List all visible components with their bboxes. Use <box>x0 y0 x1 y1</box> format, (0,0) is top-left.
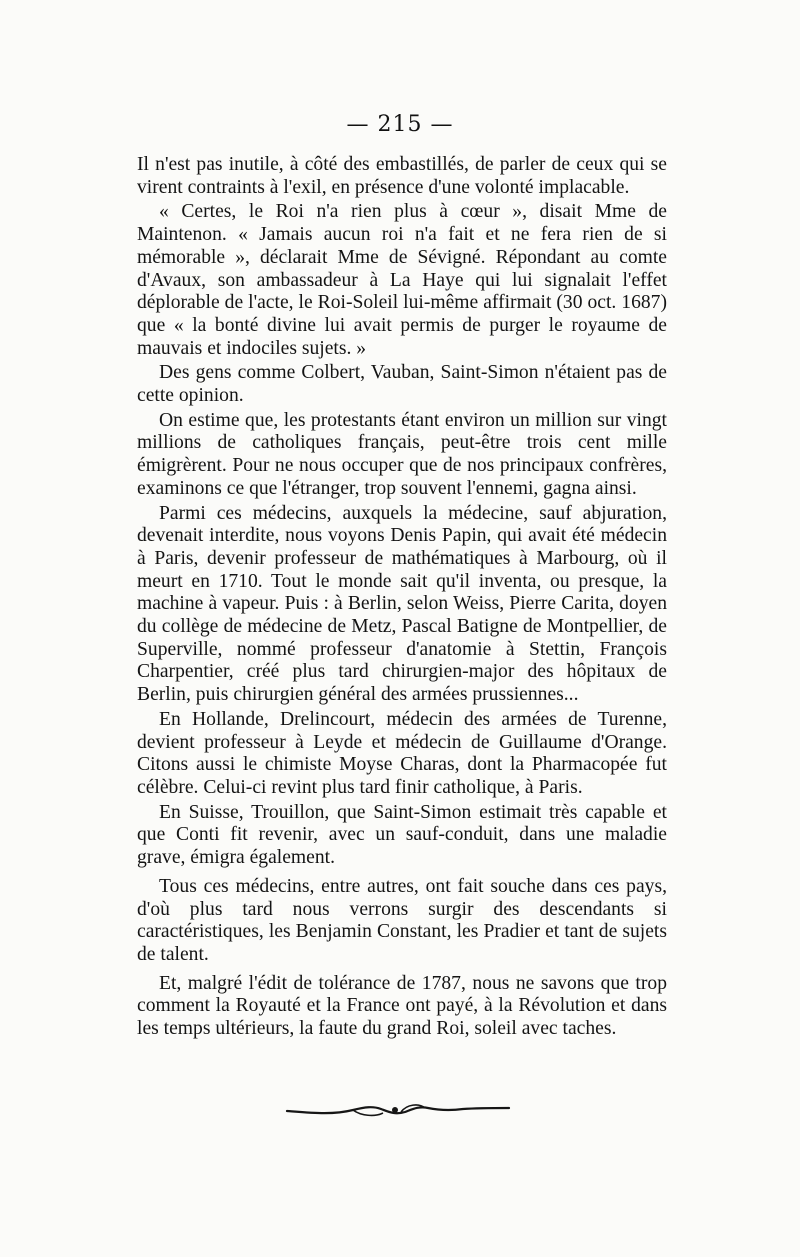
paragraph-quotes: « Certes, le Roi n'a rien plus à cœur », disait Mme de Maintenon. « Jamais aucun roi n'a fait et ne fera rien de si mémorable », déclarait Mme de Sévigné. Répondant au comte d'Avaux, son ambassadeur à La Haye qui lui signalait l'effet déplorable de l'acte, le Roi-Soleil lui-même affirmait (30 oct. 1687) que « la bonté divine lui avait permis de purger le royaume de mauvais et indociles sujets. » <box>137 201 667 359</box>
body-text <box>137 154 667 1041</box>
paragraph-physicians: Parmi ces médecins, auxquels la médecine, sauf abjuration, devenait interdite, nous voyons Denis Papin, qui avait été médecin à Paris, devenir professeur de mathématiques à Marbourg, où il meurt en 1710. Tout le monde sait qu'il inventa, ou presque, la machine à vapeur. Puis : à Berlin, selon Weiss, Pierre Carita, doyen du collège de médecine de Metz, Pascal Batigne de Montpellier, de Superville, nommé professeur d'anatomie à Stettin, François Charpentier, créé plus tard chirurgien-major des hôpitaux de Berlin, puis chirurgien général des armées prussiennes... <box>137 502 667 706</box>
paragraph-exile-intro: Il n'est pas inutile, à côté des embastillés, de parler de ceux qui se virent contraints à l'exil, en présence d'une volonté implacable. <box>137 154 667 198</box>
paragraph-estimate: On estime que, les protestants étant environ un million sur vingt millions de catholiques français, peut-être trois cent mille émigrèrent. Pour ne nous occuper que de nos principaux confrères, examinons ce que l'étranger, trop souvent l'ennemi, gagna ainsi. <box>137 409 667 499</box>
paragraph-holland: En Hollande, Drelincourt, médecin des armées de Turenne, devient professeur à Leyde et médecin de Guillaume d'Orange. Citons aussi le chimiste Moyse Charas, dont la Pharmacopée fut célèbre. Celui-ci revint plus tard finir catholique, à Paris. <box>137 708 667 798</box>
paragraph-opinion: Des gens comme Colbert, Vauban, Saint-Simon n'étaient pas de cette opinion. <box>137 362 667 407</box>
flourish-ornament-icon <box>283 1096 513 1124</box>
paragraph-descendants: Tous ces médecins, entre autres, ont fait souche dans ces pays, d'où plus tard nous verrons surgir des descendants si caractéristiques, les Benjamin Constant, les Pradier et tant de sujets de talent. <box>137 875 667 965</box>
paragraph-conclusion: Et, malgré l'édit de tolérance de 1787, nous ne savons que trop comment la Royauté et la France ont payé, à la Révolution et dans les temps ultérieurs, la faute du grand Roi, soleil avec taches. <box>137 972 667 1040</box>
page-number: — 215 — <box>346 112 454 137</box>
paragraph-switzerland: En Suisse, Trouillon, que Saint-Simon estimait très capable et que Conti fit revenir, avec un sauf-conduit, dans une maladie grave, émigra également. <box>137 801 667 869</box>
